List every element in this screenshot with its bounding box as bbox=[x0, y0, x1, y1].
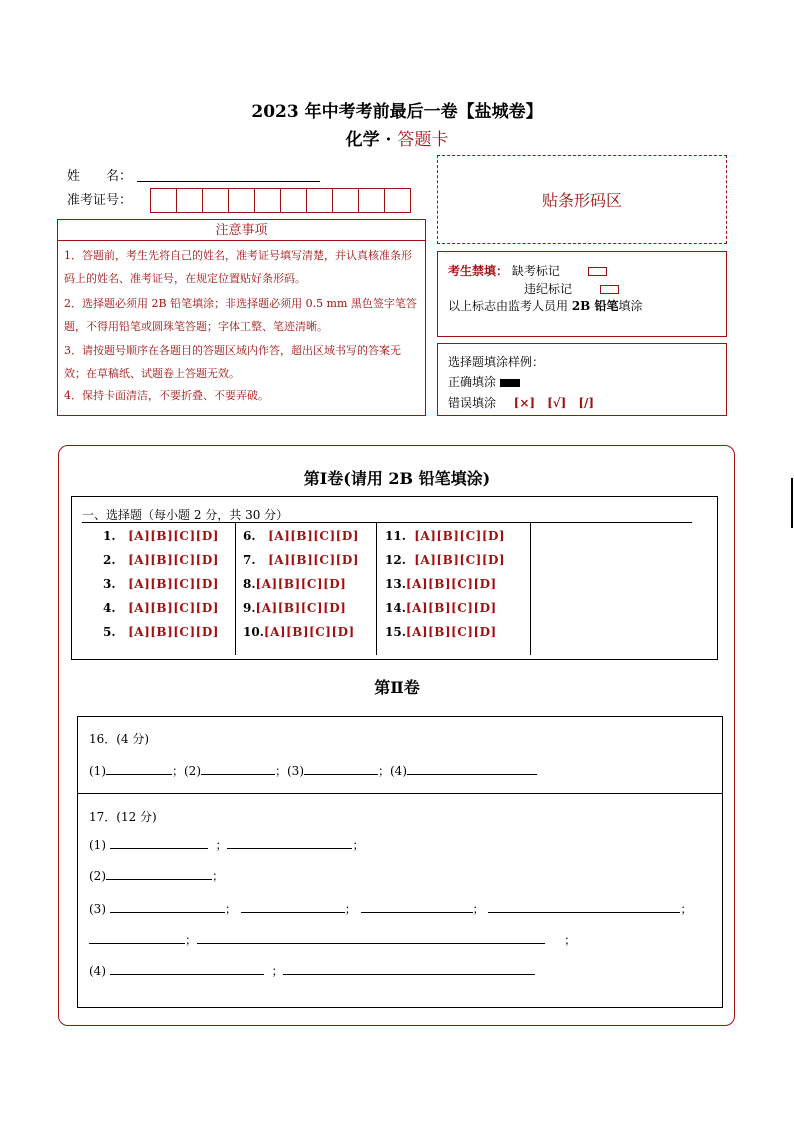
question-number: 10. bbox=[243, 625, 264, 639]
q16-blank-2[interactable] bbox=[201, 762, 275, 775]
q17-blank-3c[interactable] bbox=[361, 900, 473, 913]
id-digit-box[interactable] bbox=[150, 188, 177, 213]
id-digit-box[interactable] bbox=[384, 188, 411, 213]
absent-label: 缺考标记 bbox=[511, 264, 560, 278]
option-bubbles[interactable]: [A][B][C][D] bbox=[405, 625, 497, 639]
option-bubbles[interactable]: [A][B][C][D] bbox=[128, 529, 219, 543]
q17-blank-3a[interactable] bbox=[110, 900, 225, 913]
notice-item: 4．保持卡面清洁，不要折叠、不要弄破。 bbox=[64, 389, 269, 402]
option-bubbles[interactable]: [A][B][C][D] bbox=[128, 625, 219, 639]
question-row[interactable] bbox=[243, 553, 359, 567]
separator: ； bbox=[224, 902, 237, 916]
question-row[interactable] bbox=[103, 601, 219, 615]
question-number: 7. bbox=[243, 553, 256, 567]
column-divider bbox=[530, 523, 531, 655]
q17-blank-1b[interactable] bbox=[227, 836, 352, 849]
option-bubbles[interactable]: [A][B][C][D] bbox=[128, 553, 219, 567]
question-row[interactable] bbox=[385, 601, 497, 615]
separator: ； bbox=[472, 902, 485, 916]
subject-label: 化学 bbox=[345, 130, 380, 150]
sample-title: 选择题填涂样例： bbox=[448, 355, 545, 369]
q17-blank-1a[interactable] bbox=[110, 836, 208, 849]
q17-row-3 bbox=[89, 900, 692, 917]
option-bubbles[interactable]: [A][B][C][D] bbox=[128, 601, 219, 615]
fill-sample-box bbox=[437, 343, 727, 416]
q17-label: 17．(12 分) bbox=[89, 810, 157, 824]
option-bubbles[interactable]: [A][B][C][D] bbox=[255, 577, 347, 591]
question-row[interactable] bbox=[103, 625, 219, 639]
q16-blanks bbox=[89, 762, 537, 779]
id-label: 准考证号： bbox=[67, 193, 133, 208]
question-row[interactable] bbox=[385, 577, 497, 591]
question-number: 11. bbox=[385, 529, 406, 543]
q16-part3-label: ；(3) bbox=[275, 764, 304, 778]
question-number: 1. bbox=[103, 529, 116, 543]
choice-divider bbox=[82, 522, 692, 523]
id-digit-box[interactable] bbox=[254, 188, 281, 213]
q17-part4-label: (4) bbox=[89, 964, 106, 978]
q16-blank-1[interactable] bbox=[106, 762, 172, 775]
id-digit-box[interactable] bbox=[358, 188, 385, 213]
q17-row-3-cont bbox=[89, 931, 576, 948]
notice-heading: 注意事项 bbox=[57, 219, 426, 241]
id-digit-box[interactable] bbox=[176, 188, 203, 213]
q16-label: 16．(4 分) bbox=[89, 732, 150, 746]
violation-mark-box[interactable] bbox=[600, 285, 619, 294]
card-label: 答题卡 bbox=[397, 130, 449, 150]
question-number: 6. bbox=[243, 529, 256, 543]
q16-part1-label: (1) bbox=[89, 764, 106, 778]
column-divider bbox=[235, 523, 236, 655]
q17-blank-3e[interactable] bbox=[89, 931, 185, 944]
choice-heading: 一、选择题（每小题 2 分，共 30 分） bbox=[82, 508, 289, 522]
question-row[interactable] bbox=[243, 529, 359, 543]
option-bubbles[interactable]: [A][B][C][D] bbox=[405, 577, 497, 591]
q17-blank-2[interactable] bbox=[106, 867, 212, 880]
option-bubbles[interactable]: [A][B][C][D] bbox=[414, 553, 506, 567]
option-bubbles[interactable]: [A][B][C][D] bbox=[128, 577, 219, 591]
question-row[interactable] bbox=[103, 577, 219, 591]
id-digit-box[interactable] bbox=[228, 188, 255, 213]
notice-item: 1．答题前，考生先将自己的姓名，准考证号填写清楚，并认真核准条形码上的姓名、准考证号，在规定位置贴好条形码。 bbox=[64, 249, 412, 285]
question-number: 14. bbox=[385, 601, 406, 615]
id-digit-box[interactable] bbox=[306, 188, 333, 213]
q17-blank-4a[interactable] bbox=[110, 962, 264, 975]
exam-id-boxes[interactable] bbox=[151, 188, 411, 213]
q16-part2-label: ；(2) bbox=[172, 764, 201, 778]
forbid-note-post: 填涂 bbox=[618, 299, 643, 313]
separator: ； bbox=[185, 933, 198, 947]
question-number: 3. bbox=[103, 577, 116, 591]
id-digit-box[interactable] bbox=[332, 188, 359, 213]
question-number: 8. bbox=[243, 577, 256, 591]
separator: ； bbox=[212, 869, 225, 883]
forbid-note-bold: 2B 铅笔 bbox=[571, 299, 619, 313]
question-row[interactable] bbox=[243, 601, 346, 615]
q16-blank-3[interactable] bbox=[304, 762, 378, 775]
separator: ； bbox=[215, 838, 228, 852]
option-bubbles[interactable]: [A][B][C][D] bbox=[255, 601, 347, 615]
option-bubbles[interactable]: [A][B][C][D] bbox=[268, 553, 359, 567]
q17-row-4 bbox=[89, 962, 535, 979]
question-number: 13. bbox=[385, 577, 406, 591]
question-row[interactable] bbox=[103, 529, 219, 543]
q16-part4-label: ；(4) bbox=[378, 764, 407, 778]
option-bubbles[interactable]: [A][B][C][D] bbox=[268, 529, 359, 543]
barcode-label: 贴条形码区 bbox=[541, 191, 622, 210]
option-bubbles[interactable]: [A][B][C][D] bbox=[263, 625, 355, 639]
wrong-fill-examples: [×] [√] [/] bbox=[513, 396, 595, 410]
q17-part3-label: (3) bbox=[89, 902, 106, 916]
question-number: 15. bbox=[385, 625, 406, 639]
question-row[interactable] bbox=[243, 625, 355, 639]
question-16-box bbox=[77, 716, 723, 794]
dot-separator: · bbox=[385, 130, 392, 150]
separator: ； bbox=[680, 902, 693, 916]
forbid-label: 考生禁填： bbox=[448, 264, 509, 278]
proctor-mark-box bbox=[437, 251, 727, 337]
question-number: 9. bbox=[243, 601, 256, 615]
wrong-label: 错误填涂 bbox=[448, 396, 497, 410]
absent-mark-box[interactable] bbox=[588, 267, 607, 276]
q17-blank-3f[interactable] bbox=[197, 931, 545, 944]
q16-blank-4[interactable] bbox=[407, 762, 537, 775]
q17-part2-label: (2) bbox=[89, 869, 106, 883]
q17-row-1 bbox=[89, 836, 365, 853]
name-field[interactable] bbox=[137, 180, 320, 182]
notice-item: 2．选择题必须用 2B 铅笔填涂；非选择题必须用 0.5 mm 黑色签字笔答题，不得用铅笔或圆珠笔答题；字体工整、笔迹清晰。 bbox=[64, 297, 417, 333]
id-digit-box[interactable] bbox=[202, 188, 229, 213]
question-row[interactable] bbox=[385, 553, 505, 567]
q17-blank-4b[interactable] bbox=[283, 962, 535, 975]
option-bubbles[interactable]: [A][B][C][D] bbox=[405, 601, 497, 615]
section2-title: 第Ⅱ卷 bbox=[374, 678, 420, 697]
forbid-note bbox=[448, 297, 643, 314]
option-bubbles[interactable]: [A][B][C][D] bbox=[414, 529, 506, 543]
id-digit-box[interactable] bbox=[280, 188, 307, 213]
barcode-area bbox=[437, 155, 727, 244]
page-subtitle bbox=[0, 125, 794, 150]
section1-title: 第Ⅰ卷(请用 2B 铅笔填涂) bbox=[303, 469, 491, 488]
correct-label: 正确填涂 bbox=[448, 375, 497, 389]
q17-row-2 bbox=[89, 867, 224, 884]
column-divider bbox=[376, 523, 377, 655]
separator: ； bbox=[271, 964, 284, 978]
question-number: 4. bbox=[103, 601, 116, 615]
question-row[interactable] bbox=[243, 577, 346, 591]
notice-item: 3．请按题号顺序在各题目的答题区域内作答，超出区域书写的答案无效；在草稿纸、试题卷上答题无效。 bbox=[64, 344, 401, 380]
q17-blank-3d[interactable] bbox=[488, 900, 680, 913]
correct-fill-example bbox=[500, 379, 520, 387]
q17-blank-3b[interactable] bbox=[241, 900, 345, 913]
question-row[interactable] bbox=[385, 625, 497, 639]
question-number: 12. bbox=[385, 553, 406, 567]
separator: ； bbox=[344, 902, 357, 916]
separator: ； bbox=[352, 838, 365, 852]
question-row[interactable] bbox=[103, 553, 219, 567]
forbid-note-pre: 以上标志由监考人员用 bbox=[448, 299, 572, 313]
notice-box bbox=[57, 241, 426, 416]
question-number: 5. bbox=[103, 625, 116, 639]
page-title: 2023 年中考考前最后一卷【盐城卷】 bbox=[251, 102, 543, 122]
q17-part1-label: (1) bbox=[89, 838, 106, 852]
question-row[interactable] bbox=[385, 529, 505, 543]
name-label: 姓 名： bbox=[67, 169, 133, 184]
separator: ； bbox=[564, 933, 577, 947]
violation-label: 违纪标记 bbox=[524, 282, 573, 296]
question-number: 2. bbox=[103, 553, 116, 567]
